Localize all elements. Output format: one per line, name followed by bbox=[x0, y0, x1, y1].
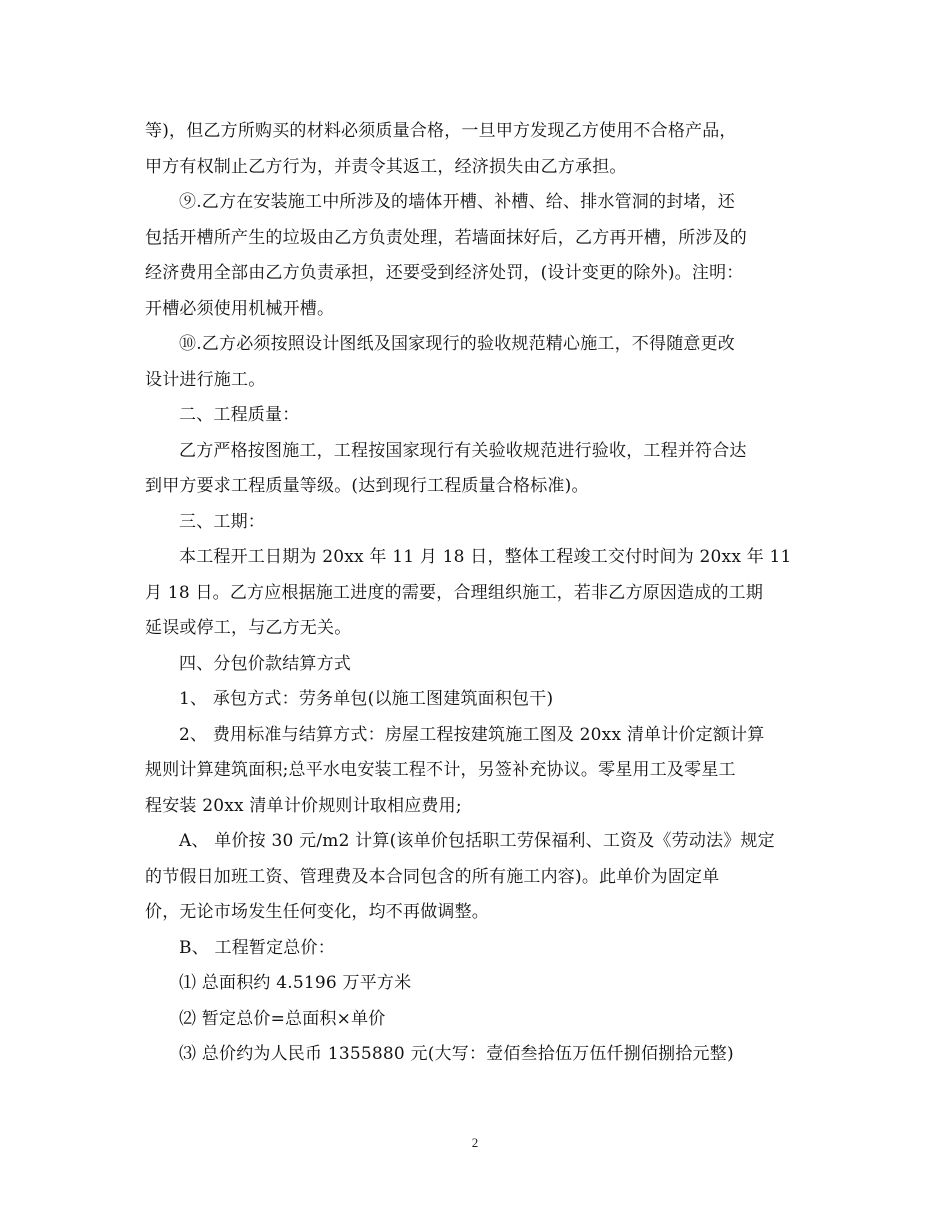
text-line: 乙方严格按图施工，工程按国家现行有关验收规范进行验收，工程并符合达 bbox=[179, 440, 747, 461]
text-line: 等)，但乙方所购买的材料必须质量合格，一旦甲方发现乙方使用不合格产品， bbox=[145, 121, 737, 141]
text-line: 到甲方要求工程质量等级。(达到现行工程质量合格标准)。 bbox=[145, 476, 589, 496]
section-heading: 四、分包价款结算方式 bbox=[179, 653, 351, 674]
text-line: 开槽必须使用机械开槽。 bbox=[145, 298, 335, 319]
section-heading: 二、工程质量： bbox=[179, 405, 300, 425]
list-item: A、 单价按 30 元/m2 计算(该单价包括职工劳保福利、工资及《劳动法》规定 bbox=[179, 831, 775, 851]
list-item: ⑶ 总价约为人民币 1355880 元(大写：壹佰叁拾伍万伍仟捌佰捌拾元整) bbox=[179, 1044, 734, 1064]
text-line: 的节假日加班工资、管理费及本合同包含的所有施工内容)。此单价为固定单 bbox=[145, 866, 720, 887]
list-item: B、 工程暂定总价： bbox=[179, 937, 335, 958]
list-item: ⑵ 暂定总价=总面积×单价 bbox=[179, 1008, 386, 1029]
text-line: 设计进行施工。 bbox=[145, 369, 266, 390]
document-body bbox=[145, 114, 805, 1073]
list-item: 1、 承包方式：劳务单包(以施工图建筑面积包干) bbox=[179, 689, 554, 709]
text-line: 包括开槽所产生的垃圾由乙方负责处理，若墙面抹好后，乙方再开槽，所涉及的 bbox=[145, 227, 747, 248]
text-line: 本工程开工日期为 20xx 年 11 月 18 日，整体工程竣工交付时间为 20xx 年 11 bbox=[179, 547, 792, 567]
text-line: 程安装 20xx 清单计价规则计取相应费用; bbox=[145, 795, 462, 816]
text-line: ⑩.乙方必须按照设计图纸及国家现行的验收规范精心施工，不得随意更改 bbox=[179, 334, 736, 354]
text-line: 甲方有权制止乙方行为，并责令其返工，经济损失由乙方承担。 bbox=[145, 156, 627, 177]
text-line: 价，无论市场发生任何变化，均不再做调整。 bbox=[145, 902, 489, 922]
body-text bbox=[145, 114, 805, 1073]
page-number: 2 bbox=[471, 1135, 479, 1150]
list-item: 2、 费用标准与结算方式：房屋工程按建筑施工图及 20xx 清单计价定额计算 bbox=[179, 724, 765, 745]
text-line: 月 18 日。乙方应根据施工进度的需要，合理组织施工，若非乙方原因造成的工期 bbox=[145, 582, 764, 603]
list-item: ⑴ 总面积约 4.5196 万平方米 bbox=[179, 973, 412, 993]
text-line: 规则计算建筑面积;总平水电安装工程不计，另签补充协议。零星用工及零星工 bbox=[145, 760, 736, 780]
text-line: ⑨.乙方在安装施工中所涉及的墙体开槽、补槽、给、排水管洞的封堵，还 bbox=[179, 192, 736, 212]
section-heading: 三、工期： bbox=[179, 511, 265, 532]
text-line: 经济费用全部由乙方负责承担，还要受到经济处罚，(设计变更的除外)。注明： bbox=[145, 263, 744, 283]
text-line: 延误或停工，与乙方无关。 bbox=[145, 618, 352, 638]
